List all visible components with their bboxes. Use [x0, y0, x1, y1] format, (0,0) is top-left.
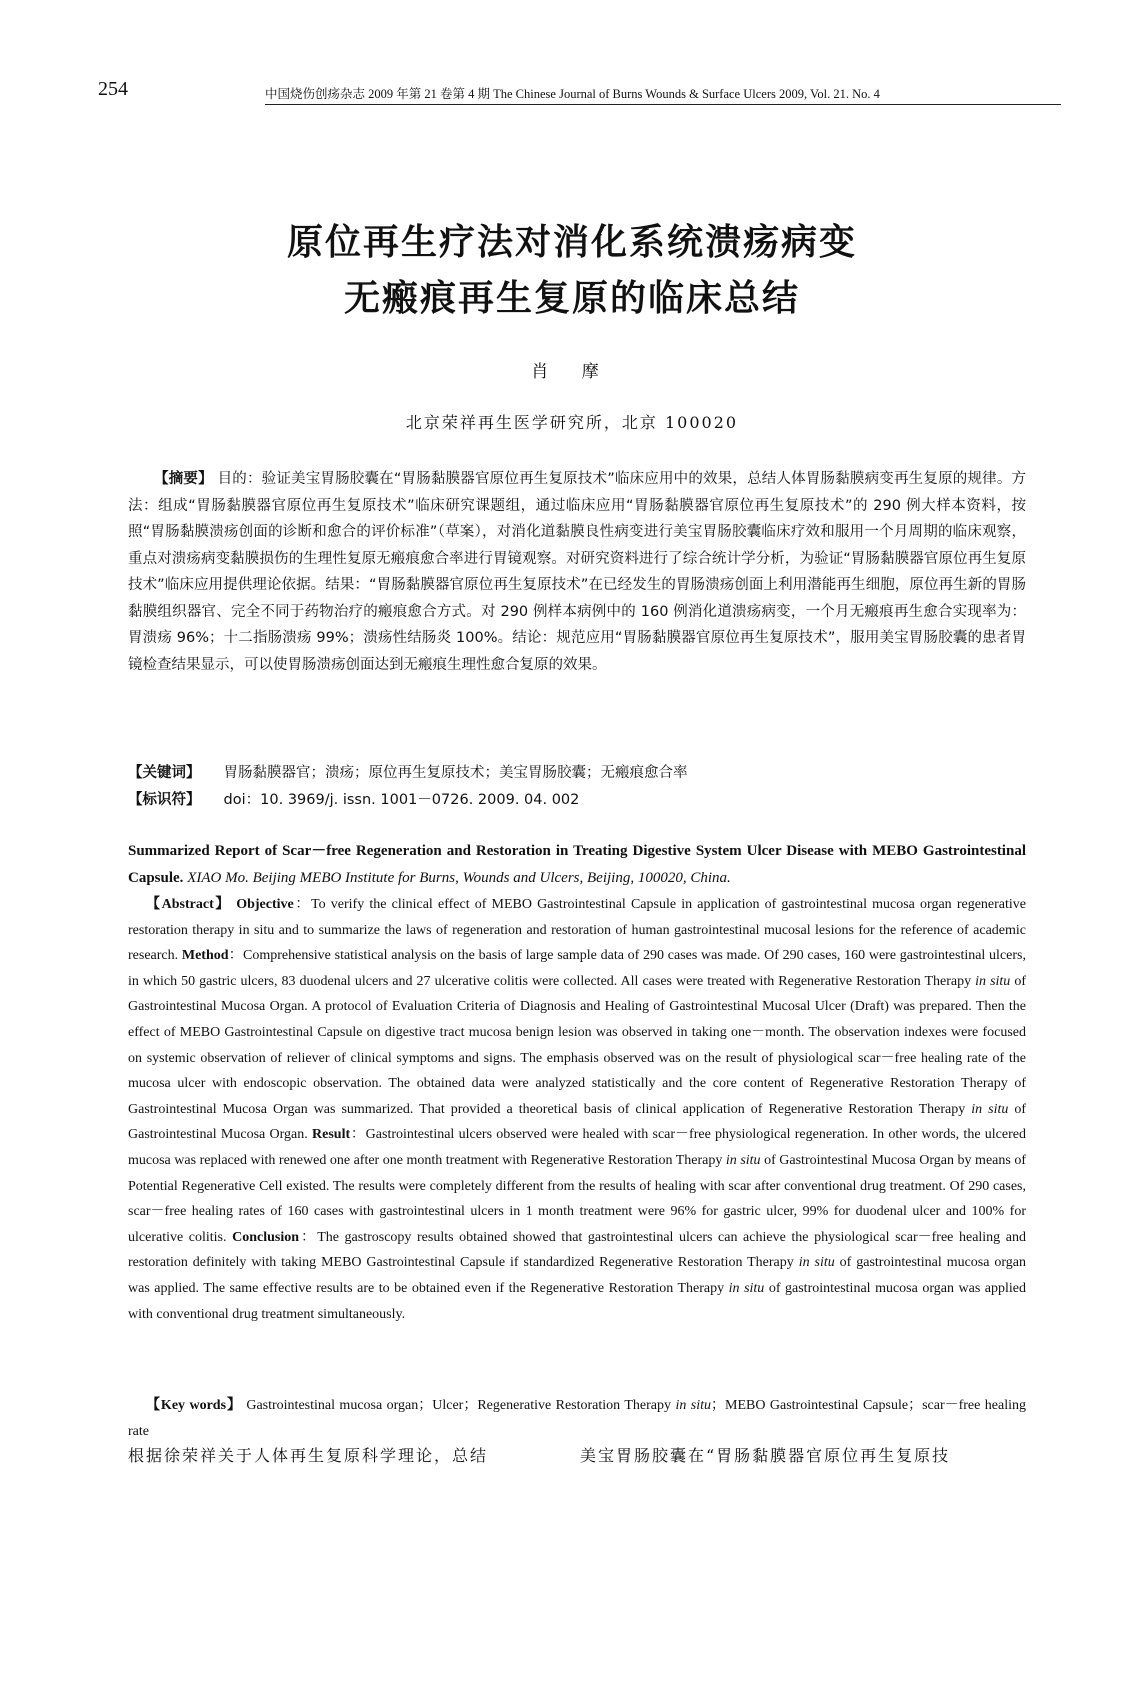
method-text-3: of Gastrointestinal Mucosa Organ. — [128, 1101, 1027, 1143]
identifier-cn-text: doi：10. 3969/j. issn. 1001－0726. 2009. 04. 002 — [223, 791, 580, 808]
english-title-bold: Summarized Report of Scar－free Regeneration and Restoration in Treating Digestive System Ulcer Disease with MEBO Gastrointestinal Capsule. — [128, 843, 1026, 886]
abstract-cn-label: 【摘要】 — [154, 471, 213, 487]
conclusion-text-3: of gastrointestinal mucosa organ was applied with conventional drug treatment simultaneously. — [128, 1280, 1027, 1322]
keywords-en-text-2: ；MEBO Gastrointestinal Capsule；scar－free healing rate — [128, 1398, 1026, 1439]
english-title — [128, 838, 1026, 892]
conclusion-italic-1: in situ — [798, 1255, 835, 1271]
method-label: Method — [181, 948, 229, 964]
result-text-2: of Gastrointestinal Mucosa Organ by means of Potential Regenerative Cell existed. The results were completely different from the results of healing with scar after conventional drug treatment. Of 290 cases, scar－free healing rates of 160 cases with gastrointestinal ulcers in 1 month treatment were 96% for gastric ulcer, 99% for duodenal ulcer and 100% for ulcerative colitis. — [128, 1152, 1027, 1245]
affiliation: 北京荣祥再生医学研究所，北京 100020 — [405, 413, 739, 432]
abstract-en — [128, 892, 1026, 1327]
method-italic-2: in situ — [971, 1101, 1009, 1117]
conclusion-italic-2: in situ — [728, 1280, 765, 1296]
keywords-en-label: 【Key words】 — [146, 1398, 242, 1413]
title-line-1: 原位再生疗法对消化系统溃疡病变 — [286, 222, 857, 263]
objective-label: Objective — [236, 897, 294, 912]
identifier-cn — [128, 787, 1026, 814]
objective-text: ：To verify the clinical effect of MEBO Gastrointestinal Capsule in application of gastrointestinal mucosa organ regenerative restoration therapy in situ and to summarize the laws of regeneration and restoration of human gastrointestinal mucosal lesions for the reference of academic research. — [128, 897, 1026, 964]
running-head: 中国烧伤创疡杂志 2009 年第 21 卷第 4 期 The Chinese Journal of Burns Wounds & Surface Ulcers 2009, Vol. 21. No. 4 — [265, 84, 1061, 105]
result-label: Result — [312, 1127, 351, 1143]
body-col1-line: 根据徐荣祥关于人体再生复原科学理论，总结 — [128, 1446, 489, 1465]
keywords-cn — [128, 760, 1026, 787]
author: 肖 摩 — [531, 362, 613, 382]
body-col2-line: 美宝胃肠胶囊在“胃肠黏膜器官原位再生复原技 — [580, 1446, 951, 1465]
keywords-en-text-1: Gastrointestinal mucosa organ；Ulcer；Regenerative Restoration Therapy — [246, 1398, 671, 1413]
method-text-1: ：Comprehensive statistical analysis on the basis of large sample data of 290 cases was made. Of 290 cases, 160 were gastrointestinal ulcers, in which 50 gastric ulcers, 83 duodenal ulcers and 27 ulcerative colitis were collected. All cases were treated with Regenerative Restoration Therapy — [128, 948, 1026, 989]
method-italic-1: in situ — [975, 973, 1011, 989]
page-number: 254 — [98, 78, 128, 100]
title-line-2: 无瘢痕再生复原的临床总结 — [343, 278, 800, 319]
keywords-cn-label: 【关键词】 — [128, 765, 201, 781]
body-text-start — [128, 1443, 1026, 1466]
keywords-cn-text: 胃肠黏膜器官；溃疡；原位再生复原技术；美宝胃肠胶囊；无瘢痕愈合率 — [223, 765, 688, 781]
conclusion-text-1: ：The gastroscopy results obtained showed that gastrointestinal ulcers can achieve the physiological scar－free healing and restoration definitely with taking MEBO Gastrointestinal Capsule if standardized Regenerative Restoration Therapy — [128, 1229, 1026, 1271]
conclusion-text-2: of gastrointestinal mucosa organ was applied. The same effective results are to be obtained even if the Regenerative Restoration Therapy — [128, 1255, 1027, 1296]
result-text-1: ：Gastrointestinal ulcers observed were healed with scar－free physiological regeneration. In other words, the ulcered mucosa was replaced with renewed one after one month treatment with Regenerative Restoration Therapy — [128, 1127, 1026, 1168]
abstract-en-label: 【Abstract】 — [146, 897, 232, 912]
method-text-2: of Gastrointestinal Mucosa Organ. A protocol of Evaluation Criteria of Diagnosis and Healing of Gastrointestinal Mucosal Ulcer (Draft) was prepared. Then the effect of MEBO Gastrointestinal Capsule on digestive tract mucosa benign lesion was observed in taking one－month. The observation indexes were focused on systemic observation of reliever of clinical symptoms and signs. The emphasis observed was on the result of physiological scar－free healing rate of the mucosa ulcer with endoscopic observation. The obtained data were analyzed statistically and the core content of Regenerative Restoration Therapy of Gastrointestinal Mucosa Organ was summarized. That provided a theoretical basis of clinical application of Regenerative Restoration Therapy — [128, 973, 1027, 1117]
english-title-author: XIAO Mo. Beijing MEBO Institute for Burns, Wounds and Ulcers, Beijing, 100020, China. — [187, 870, 731, 886]
identifier-cn-label: 【标识符】 — [128, 791, 201, 808]
abstract-cn — [128, 466, 1026, 678]
conclusion-label: Conclusion — [232, 1229, 300, 1245]
keywords-cn-block — [128, 760, 1026, 813]
keywords-en-italic: in situ — [675, 1398, 711, 1413]
abstract-cn-text: 目的：验证美宝胃肠胶囊在“胃肠黏膜器官原位再生复原技术”临床应用中的效果，总结人体胃肠黏膜病变再生复原的规律。方法：组成“胃肠黏膜器官原位再生复原技术”临床研究课题组，通过临床应用“胃肠黏膜器官原位再生复原技术”的 290 例大样本资料，按照“胃肠黏膜溃疡创面的诊断和愈合的评价标准”（草案），对消化道黏膜良性病变进行美宝胃肠胶囊临床疗效和服用一个月周期的临床观察，重点对溃疡病变黏膜损伤的生理性复原无瘢痕愈合率进行胃镜观察。对研究资料进行了综合统计学分析，为验证“胃肠黏膜器官原位再生复原技术”临床应用提供理论依据。结果：“胃肠黏膜器官原位再生复原技术”在已经发生的胃肠溃疡创面上利用潜能再生细胞，原位再生新的胃肠黏膜组织器官、完全不同于药物治疗的瘢痕愈合方式。对 290 例样本病例中的 160 例消化道溃疡病变，一个月无瘢痕再生愈合实现率为：胃溃疡 96%；十二指肠溃疡 99%；溃疡性结肠炎 100%。结论：规范应用“胃肠黏膜器官原位再生复原技术”，服用美宝胃肠胶囊的患者胃镜检查结果显示，可以使胃肠溃疡创面达到无瘢痕生理性愈合复原的效果。 — [128, 471, 1027, 673]
keywords-en — [128, 1393, 1026, 1444]
result-italic-1: in situ — [725, 1152, 761, 1168]
